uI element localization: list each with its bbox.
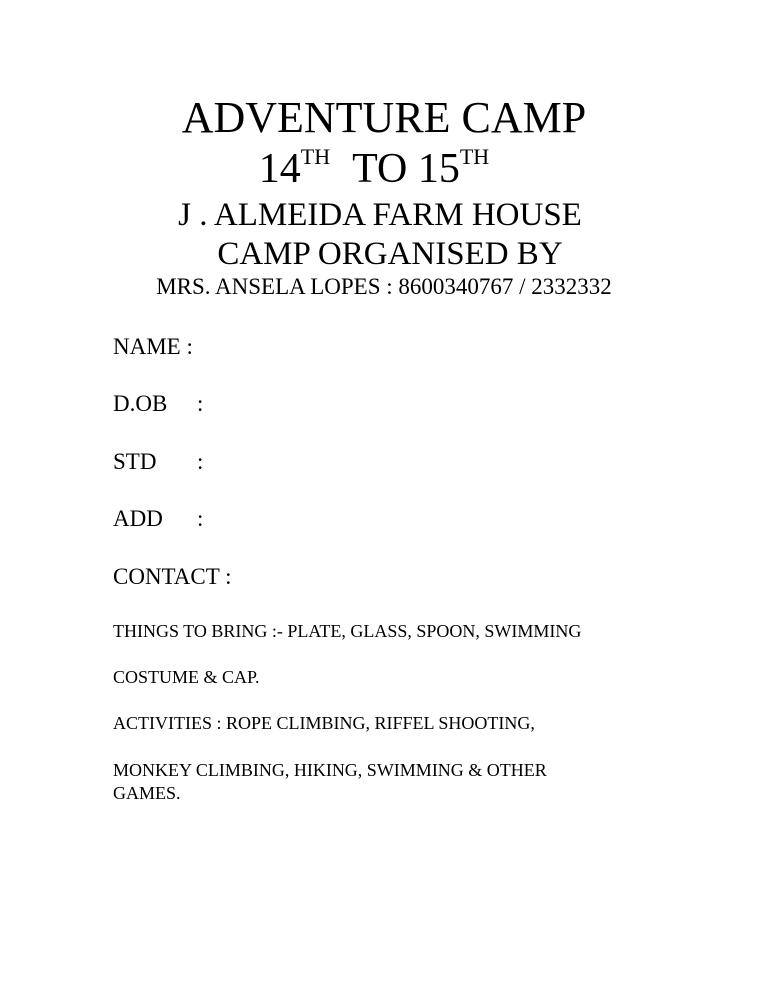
date-separator: TO	[352, 146, 408, 192]
start-date-suffix: TH	[300, 144, 331, 169]
add-colon: :	[197, 506, 204, 531]
add-label: ADD	[113, 506, 163, 531]
dob-field	[113, 391, 204, 416]
name-field	[113, 335, 193, 358]
things-to-bring-line-1: THINGS TO BRING :- PLATE, GLASS, SPOON, SWIMMING	[113, 621, 582, 641]
end-date-suffix: TH	[459, 144, 490, 169]
organised-by-heading: CAMP ORGANISED BY	[217, 236, 563, 272]
dob-label: D.OB	[113, 391, 168, 416]
page-title: ADVENTURE CAMP	[181, 93, 587, 142]
start-date-number: 14	[258, 146, 301, 192]
activities-line-3: GAMES.	[113, 783, 181, 803]
std-colon: :	[197, 449, 204, 474]
contact-label: CONTACT :	[113, 564, 232, 589]
camp-dates	[0, 144, 748, 192]
things-to-bring-line-2: COSTUME & CAP.	[113, 667, 260, 687]
std-field	[113, 449, 204, 474]
add-field	[113, 506, 204, 531]
activities-line-1: ACTIVITIES : ROPE CLIMBING, RIFFEL SHOOTING,	[113, 713, 535, 733]
end-date-number: 15	[417, 146, 460, 192]
dob-colon: :	[197, 391, 204, 416]
name-label: NAME :	[113, 334, 193, 359]
contact-field	[113, 565, 232, 588]
camp-venue: J . ALMEIDA FARM HOUSE	[178, 197, 582, 233]
organiser-contact: MRS. ANSELA LOPES : 8600340767 / 2332332	[156, 274, 612, 299]
std-label: STD	[113, 449, 157, 474]
activities-line-2: MONKEY CLIMBING, HIKING, SWIMMING & OTHER	[113, 760, 547, 780]
